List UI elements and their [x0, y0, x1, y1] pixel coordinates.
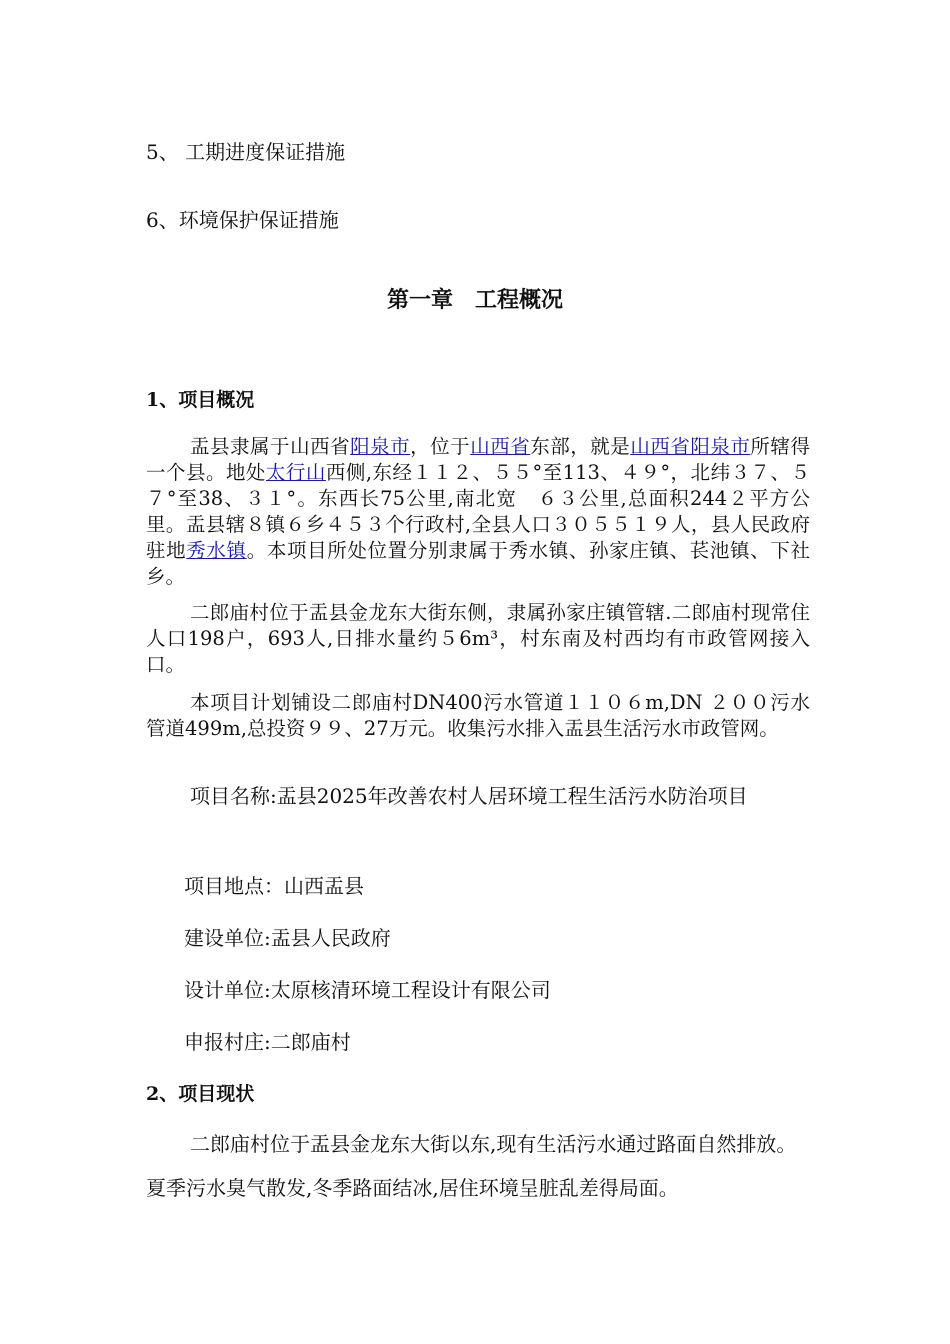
- text-span: 东部，就是: [530, 435, 631, 458]
- design-unit: 设计单位:太原核清环境工程设计有限公司: [184, 978, 551, 1002]
- chapter-title: 第一章 工程概况: [386, 287, 563, 313]
- section-2-heading: 2、项目现状: [146, 1083, 255, 1105]
- text-span: 所辖得一个县。地处: [146, 435, 810, 484]
- paragraph-village: 二郎庙村位于盂县金龙东大街东侧，隶属孙家庄镇管辖.二郎庙村现常住人口198户，693人,日排水量约５6m³，村东南及村西均有市政管网接入口。: [146, 601, 810, 676]
- toc-item-6: 6、环境保护保证措施: [146, 208, 339, 232]
- link-shanxi-yangquan[interactable]: 山西省阳泉市: [630, 435, 751, 458]
- text-span: 西侧,东经１１２、５５°至113、４９°，北纬３７、５７°至38、３１°。东西长75公里,南北宽 ６３公里,总面积244２平方公里。盂县辖８镇６乡４５３个行政村,全县人口３０５５１９人，县人民政府驻地: [146, 461, 810, 562]
- project-name: 项目名称:盂县2025年改善农村人居环境工程生活污水防治项目: [190, 784, 748, 808]
- link-shanxi[interactable]: 山西省: [470, 435, 531, 458]
- toc-item-5: 5、 工期进度保证措施: [146, 140, 346, 164]
- link-yangquan[interactable]: 阳泉市: [350, 435, 411, 458]
- section-1-heading: 1、项目概况: [146, 389, 255, 411]
- link-taihang[interactable]: 太行山: [265, 461, 326, 484]
- paragraph-plan: 本项目计划铺设二郎庙村DN400污水管道１１０６m,DN ２００污水管道499m,总投资９９、27万元。收集污水排入盂县生活污水市政管网。: [146, 691, 810, 740]
- text-span: ，位于: [410, 435, 471, 458]
- project-location: 项目地点：山西盂县: [184, 874, 364, 898]
- applicant-village: 申报村庄:二郎庙村: [184, 1030, 351, 1054]
- link-xiushui[interactable]: 秀水镇: [186, 539, 247, 562]
- text-span: 盂县隶属于山西省: [190, 435, 351, 458]
- paragraph-overview: [146, 434, 810, 590]
- text-span: 。本项目所处位置分别隶属于秀水镇、孙家庄镇、苌池镇、下社乡。: [146, 539, 810, 588]
- paragraph-status: 二郎庙村位于盂县金龙东大街以东,现有生活污水通过路面自然排放。夏季污水臭气散发,冬季路面结冰,居住环境呈脏乱差得局面。: [146, 1132, 797, 1200]
- builder-unit: 建设单位:盂县人民政府: [184, 926, 391, 950]
